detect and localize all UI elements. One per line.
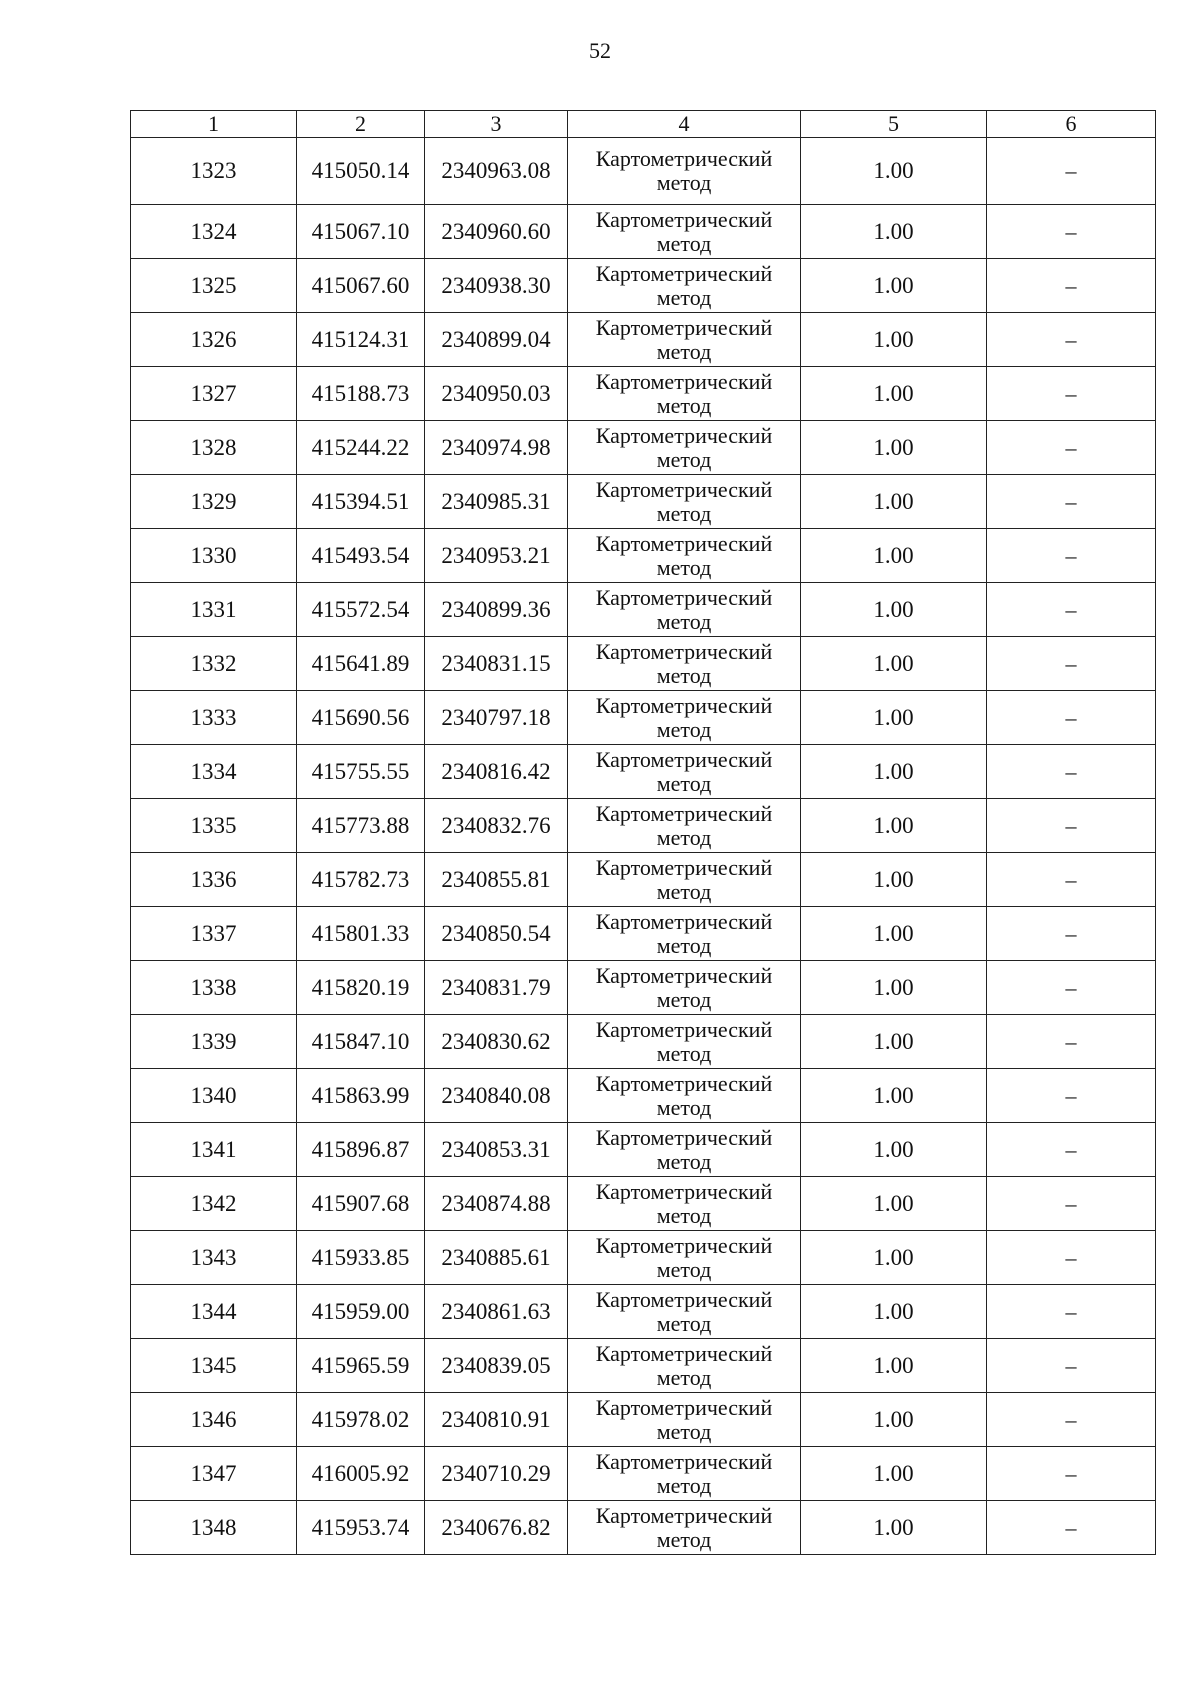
cell-x-coordinate: 415933.85 xyxy=(297,1231,425,1285)
cell-y-coordinate: 2340885.61 xyxy=(425,1231,568,1285)
cell-y-coordinate: 2340816.42 xyxy=(425,745,568,799)
method-line-2: метод xyxy=(656,1418,712,1444)
cell-point-number: 1323 xyxy=(131,138,297,205)
cell-accuracy: 1.00 xyxy=(801,583,987,637)
cell-accuracy: 1.00 xyxy=(801,637,987,691)
table-row xyxy=(131,1501,1156,1555)
cell-point-number: 1334 xyxy=(131,745,297,799)
cell-y-coordinate: 2340676.82 xyxy=(425,1501,568,1555)
method-line-1: Картометрический xyxy=(595,1124,773,1150)
method-line-2: метод xyxy=(656,1310,712,1336)
method-line-2: метод xyxy=(656,1526,712,1552)
table-row xyxy=(131,583,1156,637)
cell-x-coordinate: 416005.92 xyxy=(297,1447,425,1501)
cell-note: – xyxy=(987,853,1156,907)
cell-accuracy: 1.00 xyxy=(801,421,987,475)
cell-accuracy: 1.00 xyxy=(801,799,987,853)
cell-accuracy: 1.00 xyxy=(801,1069,987,1123)
cell-x-coordinate: 415124.31 xyxy=(297,313,425,367)
method-line-2: метод xyxy=(656,1472,712,1498)
cell-accuracy: 1.00 xyxy=(801,745,987,799)
table-row xyxy=(131,853,1156,907)
method-line-1: Картометрический xyxy=(595,1502,773,1528)
cell-x-coordinate: 415953.74 xyxy=(297,1501,425,1555)
cell-method xyxy=(568,907,801,961)
table-row xyxy=(131,1231,1156,1285)
cell-note: – xyxy=(987,1501,1156,1555)
cell-method xyxy=(568,313,801,367)
cell-method xyxy=(568,1285,801,1339)
cell-y-coordinate: 2340874.88 xyxy=(425,1177,568,1231)
method-line-2: метод xyxy=(656,608,712,634)
method-line-1: Картометрический xyxy=(595,1016,773,1042)
cell-x-coordinate: 415641.89 xyxy=(297,637,425,691)
header-col-5: 5 xyxy=(801,111,987,138)
cell-note: – xyxy=(987,1339,1156,1393)
cell-point-number: 1341 xyxy=(131,1123,297,1177)
method-line-1: Картометрический xyxy=(595,584,773,610)
cell-x-coordinate: 415773.88 xyxy=(297,799,425,853)
cell-point-number: 1329 xyxy=(131,475,297,529)
cell-method xyxy=(568,1177,801,1231)
cell-note: – xyxy=(987,799,1156,853)
table-row xyxy=(131,1015,1156,1069)
cell-accuracy: 1.00 xyxy=(801,205,987,259)
method-line-2: метод xyxy=(656,1148,712,1174)
cell-x-coordinate: 415801.33 xyxy=(297,907,425,961)
header-row xyxy=(131,111,1156,138)
cell-note: – xyxy=(987,475,1156,529)
cell-accuracy: 1.00 xyxy=(801,1501,987,1555)
method-line-2: метод xyxy=(656,1094,712,1120)
cell-method xyxy=(568,1069,801,1123)
cell-accuracy: 1.00 xyxy=(801,1177,987,1231)
method-line-1: Картометрический xyxy=(595,854,773,880)
table-row xyxy=(131,745,1156,799)
cell-method xyxy=(568,1123,801,1177)
table-row xyxy=(131,367,1156,421)
cell-note: – xyxy=(987,205,1156,259)
method-line-1: Картометрический xyxy=(595,638,773,664)
cell-x-coordinate: 415907.68 xyxy=(297,1177,425,1231)
method-line-1: Картометрический xyxy=(595,476,773,502)
cell-point-number: 1325 xyxy=(131,259,297,313)
cell-note: – xyxy=(987,1015,1156,1069)
header-col-4: 4 xyxy=(568,111,801,138)
cell-note: – xyxy=(987,961,1156,1015)
cell-x-coordinate: 415863.99 xyxy=(297,1069,425,1123)
cell-y-coordinate: 2340710.29 xyxy=(425,1447,568,1501)
cell-point-number: 1326 xyxy=(131,313,297,367)
cell-note: – xyxy=(987,1231,1156,1285)
cell-method xyxy=(568,691,801,745)
cell-note: – xyxy=(987,745,1156,799)
table-row xyxy=(131,313,1156,367)
cell-method xyxy=(568,637,801,691)
cell-y-coordinate: 2340855.81 xyxy=(425,853,568,907)
cell-point-number: 1337 xyxy=(131,907,297,961)
cell-x-coordinate: 415572.54 xyxy=(297,583,425,637)
method-line-2: метод xyxy=(656,284,712,310)
cell-accuracy: 1.00 xyxy=(801,313,987,367)
cell-y-coordinate: 2340832.76 xyxy=(425,799,568,853)
header-col-2: 2 xyxy=(297,111,425,138)
cell-y-coordinate: 2340853.31 xyxy=(425,1123,568,1177)
cell-accuracy: 1.00 xyxy=(801,138,987,205)
cell-point-number: 1343 xyxy=(131,1231,297,1285)
method-line-1: Картометрический xyxy=(595,206,773,232)
table-row xyxy=(131,259,1156,313)
cell-x-coordinate: 415690.56 xyxy=(297,691,425,745)
cell-y-coordinate: 2340960.60 xyxy=(425,205,568,259)
cell-x-coordinate: 415493.54 xyxy=(297,529,425,583)
cell-y-coordinate: 2340861.63 xyxy=(425,1285,568,1339)
table-row xyxy=(131,637,1156,691)
cell-note: – xyxy=(987,259,1156,313)
cell-x-coordinate: 415820.19 xyxy=(297,961,425,1015)
cell-method xyxy=(568,853,801,907)
table-row xyxy=(131,907,1156,961)
cell-point-number: 1348 xyxy=(131,1501,297,1555)
method-line-1: Картометрический xyxy=(595,1178,773,1204)
method-line-1: Картометрический xyxy=(595,692,773,718)
cell-note: – xyxy=(987,421,1156,475)
cell-x-coordinate: 415965.59 xyxy=(297,1339,425,1393)
cell-method xyxy=(568,1015,801,1069)
table-row xyxy=(131,138,1156,205)
cell-point-number: 1340 xyxy=(131,1069,297,1123)
header-col-6: 6 xyxy=(987,111,1156,138)
cell-accuracy: 1.00 xyxy=(801,1285,987,1339)
method-line-2: метод xyxy=(656,500,712,526)
cell-point-number: 1330 xyxy=(131,529,297,583)
table-row xyxy=(131,1393,1156,1447)
cell-accuracy: 1.00 xyxy=(801,691,987,745)
cell-note: – xyxy=(987,1447,1156,1501)
cell-accuracy: 1.00 xyxy=(801,529,987,583)
cell-y-coordinate: 2340974.98 xyxy=(425,421,568,475)
table-row xyxy=(131,961,1156,1015)
cell-method xyxy=(568,421,801,475)
table-row xyxy=(131,1285,1156,1339)
cell-y-coordinate: 2340985.31 xyxy=(425,475,568,529)
page-number: 52 xyxy=(589,38,611,63)
cell-accuracy: 1.00 xyxy=(801,1339,987,1393)
method-line-2: метод xyxy=(656,1364,712,1390)
method-line-1: Картометрический xyxy=(595,422,773,448)
cell-note: – xyxy=(987,691,1156,745)
cell-point-number: 1347 xyxy=(131,1447,297,1501)
cell-note: – xyxy=(987,1177,1156,1231)
cell-method xyxy=(568,1393,801,1447)
cell-point-number: 1331 xyxy=(131,583,297,637)
method-line-1: Картометрический xyxy=(595,1232,773,1258)
cell-method xyxy=(568,745,801,799)
cell-note: – xyxy=(987,1069,1156,1123)
method-line-2: метод xyxy=(656,932,712,958)
cell-point-number: 1345 xyxy=(131,1339,297,1393)
cell-point-number: 1327 xyxy=(131,367,297,421)
cell-accuracy: 1.00 xyxy=(801,1015,987,1069)
cell-accuracy: 1.00 xyxy=(801,1231,987,1285)
cell-method xyxy=(568,961,801,1015)
cell-x-coordinate: 415050.14 xyxy=(297,138,425,205)
cell-point-number: 1336 xyxy=(131,853,297,907)
cell-accuracy: 1.00 xyxy=(801,475,987,529)
method-line-2: метод xyxy=(656,392,712,418)
method-line-1: Картометрический xyxy=(595,314,773,340)
method-line-1: Картометрический xyxy=(595,1394,773,1420)
cell-y-coordinate: 2340899.04 xyxy=(425,313,568,367)
table-row xyxy=(131,205,1156,259)
table-row xyxy=(131,799,1156,853)
cell-accuracy: 1.00 xyxy=(801,367,987,421)
cell-y-coordinate: 2340953.21 xyxy=(425,529,568,583)
method-line-2: метод xyxy=(656,1256,712,1282)
method-line-1: Картометрический xyxy=(595,368,773,394)
method-line-2: метод xyxy=(656,662,712,688)
cell-x-coordinate: 415755.55 xyxy=(297,745,425,799)
cell-method xyxy=(568,367,801,421)
cell-y-coordinate: 2340963.08 xyxy=(425,138,568,205)
header-col-1: 1 xyxy=(131,111,297,138)
method-line-1: Картометрический xyxy=(595,530,773,556)
cell-point-number: 1342 xyxy=(131,1177,297,1231)
cell-accuracy: 1.00 xyxy=(801,1447,987,1501)
cell-method xyxy=(568,1339,801,1393)
method-line-1: Картометрический xyxy=(595,800,773,826)
table-row xyxy=(131,1177,1156,1231)
method-line-2: метод xyxy=(656,986,712,1012)
cell-x-coordinate: 415959.00 xyxy=(297,1285,425,1339)
cell-y-coordinate: 2340831.79 xyxy=(425,961,568,1015)
method-line-2: метод xyxy=(656,770,712,796)
cell-y-coordinate: 2340899.36 xyxy=(425,583,568,637)
cell-x-coordinate: 415244.22 xyxy=(297,421,425,475)
coordinates-table xyxy=(130,110,1156,1555)
cell-accuracy: 1.00 xyxy=(801,961,987,1015)
table-row xyxy=(131,1339,1156,1393)
cell-x-coordinate: 415067.60 xyxy=(297,259,425,313)
method-line-2: метод xyxy=(656,1202,712,1228)
cell-method xyxy=(568,799,801,853)
method-line-2: метод xyxy=(656,338,712,364)
cell-accuracy: 1.00 xyxy=(801,1123,987,1177)
cell-point-number: 1338 xyxy=(131,961,297,1015)
method-line-2: метод xyxy=(656,170,712,195)
cell-y-coordinate: 2340850.54 xyxy=(425,907,568,961)
method-line-2: метод xyxy=(656,554,712,580)
table-row xyxy=(131,1447,1156,1501)
cell-y-coordinate: 2340839.05 xyxy=(425,1339,568,1393)
method-line-2: метод xyxy=(656,446,712,472)
cell-x-coordinate: 415978.02 xyxy=(297,1393,425,1447)
cell-note: – xyxy=(987,1393,1156,1447)
cell-note: – xyxy=(987,1285,1156,1339)
cell-y-coordinate: 2340810.91 xyxy=(425,1393,568,1447)
cell-y-coordinate: 2340831.15 xyxy=(425,637,568,691)
table-row xyxy=(131,475,1156,529)
cell-y-coordinate: 2340840.08 xyxy=(425,1069,568,1123)
table-body xyxy=(131,138,1156,1555)
cell-y-coordinate: 2340830.62 xyxy=(425,1015,568,1069)
cell-note: – xyxy=(987,367,1156,421)
cell-note: – xyxy=(987,138,1156,205)
cell-accuracy: 1.00 xyxy=(801,853,987,907)
cell-method xyxy=(568,138,801,205)
cell-point-number: 1332 xyxy=(131,637,297,691)
table-row xyxy=(131,691,1156,745)
method-line-1: Картометрический xyxy=(595,746,773,772)
cell-point-number: 1346 xyxy=(131,1393,297,1447)
cell-point-number: 1335 xyxy=(131,799,297,853)
cell-method xyxy=(568,1231,801,1285)
header-col-3: 3 xyxy=(425,111,568,138)
cell-method xyxy=(568,475,801,529)
cell-y-coordinate: 2340797.18 xyxy=(425,691,568,745)
cell-note: – xyxy=(987,907,1156,961)
cell-method xyxy=(568,259,801,313)
method-line-1: Картометрический xyxy=(595,908,773,934)
cell-note: – xyxy=(987,313,1156,367)
cell-method xyxy=(568,205,801,259)
method-line-1: Картометрический xyxy=(595,1448,773,1474)
method-line-2: метод xyxy=(656,1040,712,1066)
cell-x-coordinate: 415782.73 xyxy=(297,853,425,907)
cell-accuracy: 1.00 xyxy=(801,259,987,313)
table-row xyxy=(131,421,1156,475)
cell-method xyxy=(568,529,801,583)
table-row xyxy=(131,1069,1156,1123)
method-line-2: метод xyxy=(656,878,712,904)
cell-x-coordinate: 415067.10 xyxy=(297,205,425,259)
cell-x-coordinate: 415394.51 xyxy=(297,475,425,529)
method-line-1: Картометрический xyxy=(595,260,773,286)
method-line-1: Картометрический xyxy=(595,1286,773,1312)
cell-note: – xyxy=(987,529,1156,583)
cell-point-number: 1339 xyxy=(131,1015,297,1069)
cell-point-number: 1328 xyxy=(131,421,297,475)
cell-method xyxy=(568,1447,801,1501)
table-row xyxy=(131,1123,1156,1177)
cell-point-number: 1324 xyxy=(131,205,297,259)
cell-point-number: 1344 xyxy=(131,1285,297,1339)
method-line-2: метод xyxy=(656,716,712,742)
cell-x-coordinate: 415847.10 xyxy=(297,1015,425,1069)
cell-x-coordinate: 415896.87 xyxy=(297,1123,425,1177)
cell-y-coordinate: 2340950.03 xyxy=(425,367,568,421)
method-line-1: Картометрический xyxy=(595,146,773,171)
cell-method xyxy=(568,1501,801,1555)
cell-x-coordinate: 415188.73 xyxy=(297,367,425,421)
cell-point-number: 1333 xyxy=(131,691,297,745)
cell-method xyxy=(568,583,801,637)
cell-accuracy: 1.00 xyxy=(801,1393,987,1447)
cell-note: – xyxy=(987,1123,1156,1177)
method-line-2: метод xyxy=(656,230,712,256)
method-line-1: Картометрический xyxy=(595,1070,773,1096)
cell-accuracy: 1.00 xyxy=(801,907,987,961)
table-row xyxy=(131,529,1156,583)
cell-note: – xyxy=(987,637,1156,691)
method-line-2: метод xyxy=(656,824,712,850)
method-line-1: Картометрический xyxy=(595,962,773,988)
cell-y-coordinate: 2340938.30 xyxy=(425,259,568,313)
cell-note: – xyxy=(987,583,1156,637)
method-line-1: Картометрический xyxy=(595,1340,773,1366)
